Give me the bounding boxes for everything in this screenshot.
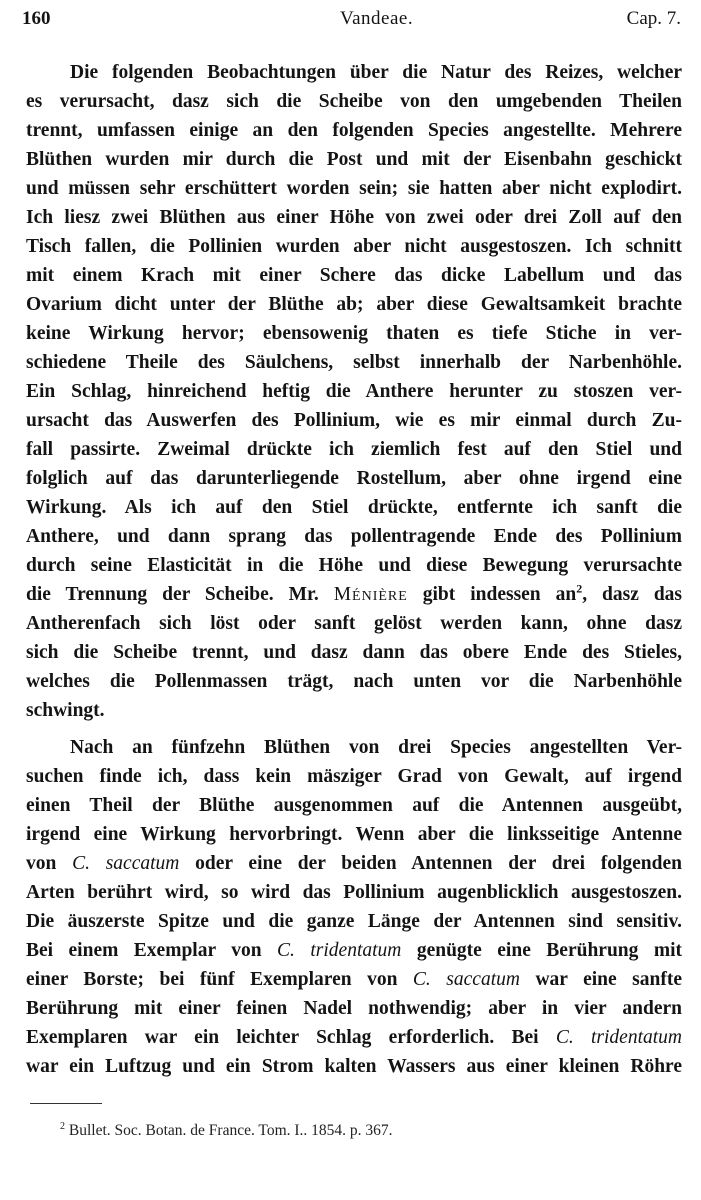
- text-line: keine Wirkung hervor; ebensowenig thaten es tiefe Stiche in ver-: [26, 323, 682, 344]
- text-line: [26, 965, 682, 994]
- text-span: Bei einem Exemplar von: [26, 940, 278, 961]
- text-line: irgend eine Wirkung hervorbringt. Wenn aber die linksseitige Antenne: [26, 824, 682, 845]
- footnote-divider: [30, 1103, 102, 1104]
- text-span: , dasz das: [582, 584, 682, 605]
- species-name: C. saccatum: [412, 969, 520, 990]
- body-text: [26, 58, 682, 1081]
- footnote-text: Bullet. Soc. Botan. de France. Tom. I.. 1854. p. 367.: [65, 1122, 393, 1139]
- text-span: gibt indessen an: [407, 584, 577, 605]
- running-head: [22, 8, 681, 34]
- text-line: [26, 936, 682, 965]
- text-line: Nach an fünfzehn Blüthen von drei Species angestellten Ver-: [70, 737, 682, 758]
- text-line: durch seine Elasticität in die Höhe und diese Bewegung verursachte: [26, 555, 682, 576]
- text-line: Antherenfach sich löst oder sanft gelöst werden kann, ohne dasz: [26, 613, 682, 634]
- text-line: schiedene Theile des Säulchens, selbst innerhalb der Narbenhöhle.: [26, 352, 682, 373]
- text-span: einer Borste; bei fünf Exemplaren von: [26, 969, 413, 990]
- text-line: Blüthen wurden mir durch die Post und mit der Eisenbahn geschickt: [26, 149, 682, 170]
- text-span: die Trennung der Scheibe. Mr.: [26, 584, 334, 605]
- text-line: Ich liesz zwei Blüthen aus einer Höhe von zwei oder drei Zoll auf den: [26, 207, 682, 228]
- text-line: suchen finde ich, dass kein mäsziger Grad von Gewalt, auf irgend: [26, 766, 682, 787]
- text-line: Arten berührt wird, so wird das Pollinium augenblicklich ausgestoszen.: [26, 882, 682, 903]
- text-line: welches die Pollenmassen trägt, nach unten vor die Narbenhöhle: [26, 671, 682, 692]
- text-span: Exemplaren war ein leichter Schlag erforderlich. Bei: [26, 1027, 556, 1048]
- text-line: sich die Scheibe trennt, und dasz dann das obere Ende des Stieles,: [26, 642, 682, 663]
- text-line: einen Theil der Blüthe ausgenommen auf die Antennen ausgeübt,: [26, 795, 682, 816]
- text-line: mit einem Krach mit einer Schere das dicke Labellum und das: [26, 265, 682, 286]
- text-line: es verursacht, dasz sich die Scheibe von den umgebenden Theilen: [26, 91, 682, 112]
- text-line: fall passirte. Zweimal drückte ich ziemlich fest auf den Stiel und: [26, 439, 682, 460]
- text-line: ursacht das Auswerfen des Pollinium, wie es mir einmal durch Zu-: [26, 410, 682, 431]
- text-line: Tisch fallen, die Pollinien wurden aber nicht ausgestoszen. Ich schnitt: [26, 236, 682, 257]
- text-line: Ovarium dicht unter der Blüthe ab; aber diese Gewaltsamkeit brachte: [26, 294, 682, 315]
- text-line: Anthere, und dann sprang das pollentragende Ende des Pollinium: [26, 526, 682, 547]
- footnote-mark: 2: [60, 1120, 65, 1132]
- author-name: Ménière: [333, 584, 408, 605]
- text-line: [26, 580, 682, 609]
- text-span: von: [26, 853, 73, 874]
- text-line: und müssen sehr erschüttert worden sein; sie hatten aber nicht explodirt.: [26, 178, 682, 199]
- text-span: genügte eine Berührung mit: [401, 940, 682, 961]
- text-span: war eine sanfte: [519, 969, 682, 990]
- text-line: trennt, umfassen einige an den folgenden Species angestellte. Mehrere: [26, 120, 682, 141]
- text-span: oder eine der beiden Antennen der drei folgenden: [179, 853, 682, 874]
- text-line: folglich auf das darunterliegende Rostellum, aber ohne irgend eine: [26, 468, 682, 489]
- text-line: schwingt.: [26, 700, 105, 721]
- text-line: [26, 849, 682, 878]
- chapter-label: Cap. 7.: [626, 8, 681, 29]
- species-name: C. saccatum: [72, 853, 180, 874]
- footnote-ref[interactable]: 2: [576, 581, 583, 596]
- text-line: Die folgenden Beobachtungen über die Natur des Reizes, welcher: [70, 62, 682, 83]
- text-line: Wirkung. Als ich auf den Stiel drückte, entfernte ich sanft die: [26, 497, 682, 518]
- text-line: war ein Luftzug und ein Strom kalten Wassers aus einer kleinen Röhre: [26, 1056, 682, 1077]
- text-line: Ein Schlag, hinreichend heftig die Anthere herunter zu stoszen ver-: [26, 381, 682, 402]
- text-line: [26, 1023, 682, 1052]
- running-title: Vandeae.: [340, 8, 414, 29]
- footnote: [60, 1122, 393, 1140]
- page-number: 160: [22, 8, 51, 29]
- text-line: Berührung mit einer feinen Nadel nothwendig; aber in vier andern: [26, 998, 682, 1019]
- species-name: C. tridentatum: [277, 940, 402, 961]
- species-name: C. tridentatum: [555, 1027, 682, 1048]
- text-line: Die äuszerste Spitze und die ganze Länge der Antennen sind sensitiv.: [26, 911, 682, 932]
